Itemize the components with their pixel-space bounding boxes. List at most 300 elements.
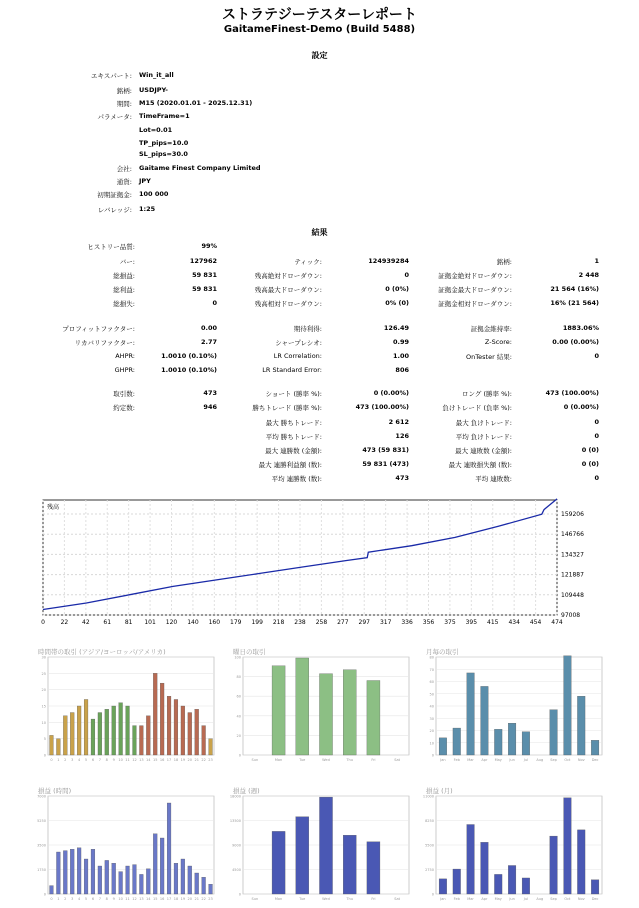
result-value: 1.0010 (0.10%)	[161, 366, 217, 374]
bar	[209, 739, 213, 755]
result-value: 126.49	[383, 324, 409, 332]
bar	[508, 865, 516, 894]
result-label: 総損失:	[113, 300, 135, 308]
bar	[63, 716, 67, 755]
bar	[119, 703, 123, 755]
bar	[343, 835, 356, 894]
result-label: 残高絶対ドローダウン:	[254, 272, 322, 280]
settings-value: USDJPY-	[139, 86, 168, 94]
result-value: 59 831 (473)	[362, 460, 409, 468]
y-tick-label: 3500	[37, 843, 46, 848]
chart-title: 時間帯の取引 (アジア/ヨーロッパ/アメリカ)	[38, 648, 166, 656]
result-label: 最大 連勝数 (金額):	[265, 447, 322, 455]
result-label: OnTester 結果:	[466, 353, 512, 361]
bar	[139, 874, 143, 894]
x-tick-label: Dec	[591, 897, 599, 901]
x-tick-label: 9	[112, 758, 115, 762]
x-tick-label: 9	[112, 897, 115, 901]
result-value: 473	[395, 474, 409, 482]
bar	[296, 817, 309, 894]
result-value: 0 (0)	[581, 460, 599, 468]
x-tick-label: 1	[57, 758, 60, 762]
result-label: 平均 連勝数 (数):	[271, 475, 322, 483]
x-tick-label: 11	[125, 758, 130, 762]
x-tick-label: 18	[173, 897, 179, 901]
x-tick-label: 336	[401, 619, 413, 626]
x-tick-label: 120	[165, 619, 178, 626]
bar	[133, 865, 137, 894]
result-label: 総損益:	[113, 272, 135, 280]
x-tick-label: Jun	[509, 897, 515, 901]
bar	[98, 866, 102, 894]
y-tick-label: 134327	[561, 551, 584, 559]
x-tick-label: Fri	[371, 897, 376, 901]
x-tick-label: 15	[152, 897, 158, 901]
x-tick-label: 20	[187, 758, 193, 762]
bar	[319, 797, 332, 894]
bar	[522, 732, 530, 755]
result-label: 平均 勝ちトレード:	[265, 433, 322, 441]
x-tick-label: 21	[194, 758, 199, 762]
y-tick-label: 15	[41, 704, 46, 709]
x-tick-label: 474	[551, 619, 563, 626]
bar	[494, 874, 502, 894]
bar-chart	[424, 647, 604, 765]
x-tick-label: 4	[78, 897, 81, 901]
bar	[174, 863, 178, 894]
result-label: リカバリファクター:	[74, 339, 135, 347]
bar	[84, 859, 88, 894]
x-tick-label: 5	[84, 897, 88, 901]
bar	[508, 723, 516, 755]
result-value: 0 (0.00%)	[563, 403, 599, 411]
bar	[591, 880, 599, 894]
y-tick-label: 0	[238, 892, 241, 897]
result-value: 473 (59 831)	[362, 446, 409, 454]
bar	[126, 866, 130, 894]
y-tick-label: 1750	[37, 868, 46, 872]
settings-value: M15 (2020.01.01 - 2025.12.31)	[139, 99, 253, 107]
result-value: 0 (0.00%)	[373, 389, 409, 397]
bar	[91, 849, 95, 894]
x-tick-label: 14	[146, 897, 151, 901]
x-tick-label: 1	[57, 897, 60, 901]
x-tick-label: 238	[294, 619, 306, 626]
bar	[77, 848, 81, 894]
result-value: 1	[594, 257, 599, 265]
result-label: ロング (勝率 %):	[462, 390, 512, 398]
result-label: 期待利得:	[293, 325, 322, 333]
result-value: 1.00	[392, 352, 409, 360]
bar	[91, 719, 95, 755]
y-tick-label: 30	[429, 716, 434, 721]
x-tick-label: 0	[50, 758, 53, 762]
result-value: 0% (0)	[385, 299, 409, 307]
bar	[577, 830, 585, 894]
bar	[70, 849, 74, 894]
chart-title: 残高	[47, 504, 60, 511]
settings-heading: 設定	[311, 51, 328, 60]
y-tick-label: 0	[43, 892, 46, 897]
result-label: 証拠金最大ドローダウン:	[438, 286, 512, 294]
result-label: 残高最大ドローダウン:	[254, 286, 322, 294]
bar	[119, 872, 123, 894]
x-tick-label: Nov	[577, 758, 585, 762]
x-tick-label: Fri	[371, 758, 376, 762]
y-tick-label: 70	[429, 667, 434, 672]
x-tick-label: 19	[180, 897, 186, 901]
result-label: ティック:	[294, 258, 322, 266]
settings-label: 初期証拠金:	[97, 191, 132, 199]
bar	[202, 726, 206, 755]
result-label: 最大 連敗数 (金額):	[455, 447, 512, 455]
y-tick-label: 5	[43, 737, 46, 742]
y-tick-label: 18000	[229, 794, 241, 799]
bar	[481, 842, 489, 894]
y-tick-label: 50	[429, 692, 434, 697]
settings-label: 期間:	[116, 100, 132, 108]
result-value: 21 564 (16%)	[550, 285, 599, 293]
result-label: LR Standard Error:	[262, 366, 322, 374]
bar-chart	[424, 786, 604, 904]
x-tick-label: 7	[98, 758, 101, 762]
x-tick-label: 13	[139, 897, 144, 901]
x-tick-label: 4	[78, 758, 81, 762]
result-value: 0	[594, 432, 599, 440]
result-value: 806	[395, 366, 409, 374]
bar	[174, 699, 178, 755]
bar	[272, 666, 285, 755]
result-value: 2 448	[578, 271, 599, 279]
bar	[84, 699, 88, 755]
bar	[550, 710, 558, 755]
x-tick-label: 395	[465, 619, 478, 626]
x-tick-label: 8	[105, 758, 108, 762]
bar	[439, 738, 447, 755]
bar	[550, 836, 558, 894]
bar	[481, 686, 489, 755]
bar	[56, 852, 60, 894]
x-tick-label: 23	[208, 758, 213, 762]
x-tick-label: Mar	[467, 758, 474, 762]
x-tick-label: 10	[118, 758, 123, 762]
chart-title: 曜日の取引	[233, 648, 266, 656]
x-tick-label: 356	[422, 619, 435, 626]
y-tick-label: 100	[234, 655, 241, 660]
y-tick-label: 60	[429, 680, 434, 684]
settings-value: JPY	[139, 177, 151, 185]
x-tick-label: Sep	[550, 897, 557, 901]
x-tick-label: Oct	[564, 897, 571, 901]
bar	[564, 798, 572, 894]
y-tick-label: 0	[238, 753, 241, 758]
result-value: 99%	[201, 242, 217, 250]
bar	[167, 803, 171, 894]
x-tick-label: 20	[187, 897, 193, 901]
x-tick-label: 21	[194, 897, 199, 901]
bar	[439, 879, 447, 894]
result-value: 59 831	[192, 271, 217, 279]
x-tick-label: 10	[118, 897, 123, 901]
bar	[63, 851, 67, 894]
x-tick-label: Sep	[550, 758, 557, 762]
bar	[153, 834, 157, 894]
result-value: 1883.06%	[562, 324, 599, 332]
bar	[50, 735, 54, 755]
x-tick-label: Tue	[299, 758, 306, 762]
x-tick-label: 22	[60, 619, 69, 626]
y-tick-label: 121887	[561, 571, 584, 579]
x-tick-label: 16	[159, 758, 165, 762]
y-tick-label: 80	[429, 655, 434, 660]
x-tick-label: 258	[315, 619, 328, 626]
x-tick-label: Sat	[394, 758, 401, 762]
bar	[296, 658, 309, 755]
bar	[494, 729, 502, 755]
y-tick-label: 20	[429, 729, 434, 733]
settings-value: TP_pips=10.0	[139, 139, 189, 147]
y-tick-label: 8250	[425, 819, 434, 823]
bar-chart	[36, 786, 216, 904]
x-tick-label: Apr	[481, 897, 488, 901]
bar	[112, 706, 116, 755]
x-tick-label: 15	[152, 758, 158, 762]
bar	[467, 825, 475, 894]
bar	[146, 716, 150, 755]
x-tick-label: 317	[379, 619, 392, 626]
result-label: バー:	[119, 258, 135, 266]
bar	[160, 683, 164, 755]
x-tick-label: Mon	[274, 758, 283, 762]
result-label: 証拠金相対ドローダウン:	[438, 300, 512, 308]
y-tick-label: 10	[429, 741, 434, 746]
result-label: GHPR:	[114, 366, 135, 374]
result-value: 473 (100.00%)	[355, 403, 409, 411]
y-tick-label: 159206	[561, 511, 584, 518]
result-label: 勝ちトレード (勝率 %):	[252, 404, 322, 412]
y-tick-label: 7000	[37, 794, 46, 799]
y-tick-label: 20	[41, 688, 46, 693]
y-tick-label: 5250	[37, 819, 46, 823]
result-label: ヒストリー品質:	[87, 243, 135, 251]
result-value: 124939284	[368, 257, 409, 265]
chart-title: 損益 (週)	[233, 787, 260, 795]
bar	[181, 706, 185, 755]
bar	[367, 681, 380, 755]
bar	[133, 726, 137, 755]
result-value: 0	[594, 352, 599, 360]
settings-value: Win_it_all	[139, 71, 174, 79]
x-tick-label: 415	[487, 619, 499, 626]
bar	[367, 842, 380, 894]
x-tick-label: Feb	[453, 897, 460, 901]
y-tick-label: 10	[41, 720, 46, 725]
bar	[167, 696, 171, 755]
result-label: LR Correlation:	[273, 352, 322, 360]
settings-label: 銘柄:	[116, 87, 132, 95]
x-tick-label: Sun	[251, 897, 259, 901]
result-label: 取引数:	[113, 390, 135, 398]
x-tick-label: Dec	[591, 758, 599, 762]
result-label: 銘柄:	[496, 258, 512, 266]
bar	[77, 706, 81, 755]
bar	[188, 866, 192, 894]
x-tick-label: 17	[166, 897, 172, 901]
x-tick-label: Thu	[346, 897, 354, 901]
x-tick-label: 218	[272, 619, 285, 626]
result-value: 0	[594, 418, 599, 426]
x-tick-label: 0	[50, 897, 53, 901]
y-tick-label: 97008	[561, 612, 581, 619]
y-tick-label: 109448	[561, 591, 584, 599]
x-tick-label: Jan	[440, 758, 446, 762]
x-tick-label: Thu	[346, 758, 354, 762]
y-tick-label: 25	[41, 671, 46, 676]
results-heading: 結果	[311, 228, 328, 237]
bar	[188, 713, 192, 755]
chart-title: 月毎の取引	[426, 648, 459, 656]
bar	[160, 838, 164, 894]
x-tick-label: Jul	[523, 758, 529, 762]
x-tick-label: Feb	[453, 758, 460, 762]
bar-chart	[231, 786, 411, 904]
x-tick-label: Jan	[440, 897, 446, 901]
bar	[453, 869, 461, 894]
x-tick-label: 8	[105, 897, 108, 901]
result-label: 最大 勝ちトレード:	[265, 419, 322, 427]
settings-value: 1:25	[139, 205, 156, 213]
result-label: ショート (勝率 %):	[265, 390, 322, 398]
x-tick-label: 19	[180, 758, 186, 762]
bar	[453, 728, 461, 755]
result-label: Z-Score:	[484, 338, 512, 346]
x-tick-label: 2	[64, 897, 67, 901]
x-tick-label: Jul	[523, 897, 529, 901]
result-label: 最大 連敗損失額 (数):	[448, 461, 512, 469]
x-tick-label: Mar	[467, 897, 474, 901]
result-label: 証拠金絶対ドローダウン:	[438, 272, 512, 280]
y-tick-label: 0	[43, 753, 46, 758]
x-tick-label: 12	[132, 897, 137, 901]
result-value: 2.77	[200, 338, 217, 346]
result-value: 0	[212, 299, 217, 307]
bar-chart	[231, 647, 411, 765]
settings-value: 100 000	[139, 190, 169, 198]
result-value: 127962	[189, 257, 217, 265]
result-label: 負けトレード (負率 %):	[442, 404, 512, 412]
x-tick-label: Nov	[577, 897, 585, 901]
bar	[577, 696, 585, 755]
result-value: 126	[395, 432, 409, 440]
bar	[70, 713, 74, 755]
y-tick-label: 2750	[425, 868, 434, 872]
y-tick-label: 20	[236, 733, 241, 738]
result-value: 0 (0%)	[385, 285, 409, 293]
settings-label: エキスパート:	[90, 72, 132, 80]
settings-value: Gaitame Finest Company Limited	[139, 164, 261, 172]
settings-value: TimeFrame=1	[139, 112, 190, 120]
x-tick-label: 0	[41, 619, 45, 626]
y-tick-label: 60	[236, 694, 241, 699]
result-label: シャープレシオ:	[275, 339, 322, 347]
y-tick-label: 9000	[232, 843, 241, 848]
result-value: 1.0010 (0.10%)	[161, 352, 217, 360]
x-tick-label: 434	[508, 619, 520, 626]
y-tick-label: 4500	[232, 868, 241, 872]
settings-label: パラメータ:	[97, 113, 132, 121]
result-value: 473 (100.00%)	[545, 389, 599, 397]
x-tick-label: 160	[208, 619, 221, 626]
result-label: 証拠金維持率:	[470, 325, 512, 333]
bar	[105, 709, 109, 755]
result-value: 59 831	[192, 285, 217, 293]
y-tick-label: 13500	[229, 819, 241, 823]
bar	[146, 869, 150, 894]
y-tick-label: 40	[236, 714, 241, 719]
bar	[467, 673, 475, 755]
chart-title: 損益 (時間)	[38, 787, 72, 795]
x-tick-label: 6	[91, 897, 95, 901]
bar	[50, 886, 54, 894]
x-tick-label: Mon	[274, 897, 283, 901]
x-tick-label: 18	[173, 758, 179, 762]
x-tick-label: 13	[139, 758, 144, 762]
bar	[56, 739, 60, 755]
x-tick-label: 297	[358, 619, 370, 626]
settings-label: レバレッジ:	[97, 206, 132, 214]
result-label: 残高相対ドローダウン:	[254, 300, 322, 308]
x-tick-label: May	[494, 758, 502, 762]
x-tick-label: 11	[125, 897, 130, 901]
settings-value: SL_pips=30.0	[139, 150, 188, 158]
x-tick-label: 3	[71, 758, 74, 762]
report-title: ストラテジーテスターレポート	[222, 7, 417, 23]
x-tick-label: 277	[337, 619, 349, 626]
y-tick-label: 11000	[422, 794, 434, 799]
bar-chart	[36, 647, 216, 765]
y-tick-label: 30	[41, 655, 46, 660]
result-value: 16% (21 564)	[550, 299, 599, 307]
result-label: 約定数:	[113, 404, 135, 412]
result-label: 総利益:	[113, 286, 135, 294]
result-label: 平均 連敗数:	[475, 475, 512, 483]
y-tick-label: 5500	[425, 843, 434, 848]
x-tick-label: Oct	[564, 758, 571, 762]
x-tick-label: 81	[124, 619, 133, 626]
x-tick-label: 22	[201, 758, 206, 762]
result-label: 平均 負けトレード:	[455, 433, 512, 441]
bar	[126, 706, 130, 755]
result-value: 0	[404, 271, 409, 279]
bar	[139, 726, 143, 755]
bar	[195, 709, 199, 755]
x-tick-label: 42	[82, 619, 90, 626]
result-value: 0.99	[392, 338, 409, 346]
y-tick-label: 40	[429, 704, 434, 709]
x-tick-label: Aug	[536, 897, 544, 901]
bar	[112, 863, 116, 894]
settings-label: 通貨:	[116, 178, 132, 186]
x-tick-label: Tue	[299, 897, 306, 901]
bar	[522, 878, 530, 894]
y-tick-label: 146766	[561, 531, 584, 539]
result-value: 0	[594, 474, 599, 482]
x-tick-label: 16	[159, 897, 165, 901]
result-value: 946	[203, 403, 217, 411]
result-label: AHPR:	[115, 352, 135, 360]
y-tick-label: 0	[431, 892, 434, 897]
chart-title: 損益 (月)	[426, 787, 453, 795]
